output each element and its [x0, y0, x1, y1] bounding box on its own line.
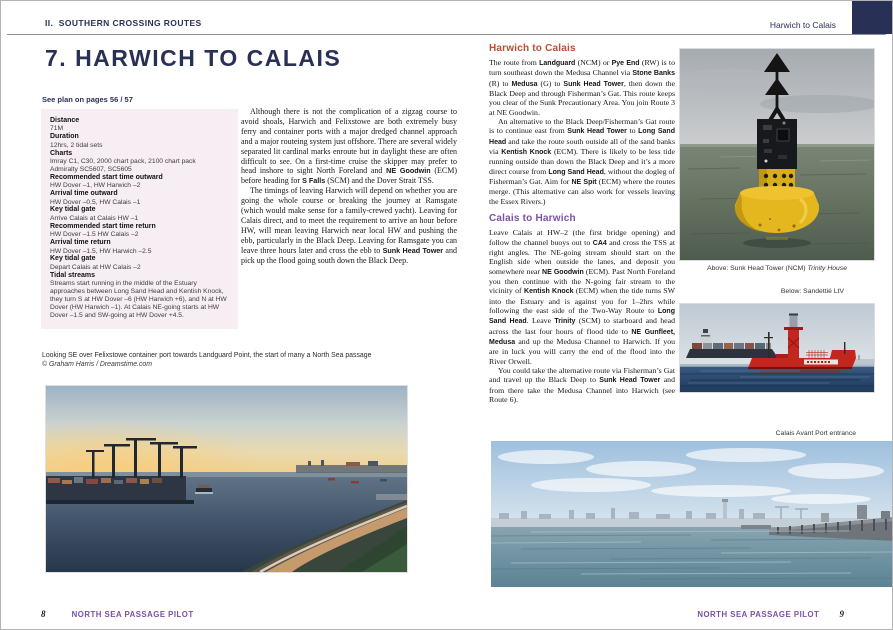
north-cardinal-buoy-illustration	[680, 49, 874, 260]
infobox-item	[50, 206, 229, 222]
paragraph: An alternative to the Black Deep/Fisherman’s Gat route is to continue east from Sunk Head Tower to Long Sand Head and take the route south outside all of the sand banks via Kentish Knock (ECM). There is likely to be less tide running outside than down the Black Deep and it’s a more direct course from Long Sand Head, without the dogleg of Fisherman’s Gat. Aim for NE Spit (ECM) where the routes merge. (This alternative can also work for vessels leaving the Essex Rivers.)	[489, 117, 676, 206]
felixstowe-photo	[45, 385, 408, 573]
infobox-value: Imray C1, C30, 2000 chart pack, 2100 chart pack	[50, 158, 196, 166]
infobox-value: HW Dover –1.5, HW Harwich –2.5	[50, 247, 152, 255]
infobox-label: Arrival time outward	[50, 190, 118, 198]
infobox-label: Recommended start time return	[50, 222, 156, 230]
infobox-label: Charts	[50, 149, 73, 157]
infobox-value: Arrive Calais at Calais HW –1	[50, 214, 139, 222]
running-header: Harwich to Calais	[769, 20, 836, 30]
chapter-title: 7. HARWICH TO CALAIS	[45, 45, 342, 71]
sandettie-ltv-photo	[679, 303, 875, 393]
infobox-item	[50, 272, 229, 320]
infobox-value: Streams start running in the middle of the Estuary approaches between Long Sand Head and Kentish Knock, they turn S at HW Dover –6 (HW Harwich +6), and N at HW Dover (HW Harwich –1). At Calais NE-going starts at HW Dover –1.5 and SW-going at HW Dover +4.5.	[50, 280, 227, 319]
header-rule	[7, 34, 886, 35]
route-infobox	[41, 109, 238, 329]
footer-left	[41, 609, 194, 619]
infobox-value: HW Dover –1, HW Harwich –2	[50, 182, 141, 190]
felixstowe-photo-caption	[42, 351, 371, 369]
chapter-thumb-tab	[852, 1, 892, 34]
infobox-item	[50, 133, 229, 149]
plan-note: See plan on pages 56 / 57	[42, 95, 133, 104]
infobox-value: Depart Calais at HW Calais –2	[50, 263, 141, 271]
paragraph: The timings of leaving Harwich will depend on whether you are going the whole course or breaking the journey at Ramsgate (which would make sense for a family-crewed yacht). Leaving for Calais direct, and to meet the requirement to arrive an hour before HW, will mean leaving Harwich near local HW and pushing the ebb, particularly in the Black Deep. Leaving for Ramsgate you can leave three hours later and cross the ebb to Sunk Head Tower and pick up the flood going south down the Black Deep.	[241, 186, 457, 265]
book-title: NORTH SEA PASSAGE PILOT	[697, 610, 820, 619]
infobox-item	[50, 239, 229, 255]
buoy-caption-text: Above: Sunk Head Tower (NCM)	[707, 265, 806, 272]
infobox-label: Distance	[50, 117, 80, 124]
infobox-label: Arrival time return	[50, 239, 111, 247]
calais-port-illustration	[491, 441, 893, 587]
infobox-value: 71M	[50, 125, 64, 133]
right-body-column	[489, 43, 675, 404]
infobox-label: Recommended start time outward	[50, 173, 163, 181]
left-body-column	[241, 107, 457, 266]
section-heading-outward: Harwich to Calais	[489, 43, 576, 54]
paragraph: You could take the alternative route via Fisherman’s Gat and travel up the Black Deep to Sunk Head Tower and from there take the Medusa Channel into Harwich (see Route 6).	[489, 365, 675, 404]
infobox-label: Duration	[50, 133, 79, 141]
infobox-item	[50, 190, 229, 206]
infobox-item	[50, 117, 229, 133]
felixstowe-illustration	[46, 386, 407, 572]
paragraph: The route from Landguard (NCM) or Pye End (RW) is to turn southeast down the Medusa Channel via Stone Banks (R) to Medusa (G) to Sunk Head Tower, then down the Black Deep and through Fisherman’s Gat. This route keeps you clear of the Sunk Precautionary Area. You join Route 3 at NE Goodwin.	[489, 58, 675, 117]
photo-caption-text: Looking SE over Felixstowe container port towards Landguard Point, the start of many a North Sea passage	[42, 352, 372, 359]
buoy-photo-caption	[601, 265, 847, 272]
page-number: 8	[41, 609, 46, 619]
infobox-value: Admiralty SC5607, SC5605	[50, 165, 132, 173]
infobox-value: 12hrs, 2 tidal sets	[50, 141, 103, 149]
infobox-value: HW Dover –0.5, HW Calais –1	[50, 198, 141, 206]
infobox-label: Tidal streams	[50, 271, 96, 279]
infobox-item	[50, 150, 229, 174]
section-header: II. SOUTHERN CROSSING ROUTES	[45, 18, 202, 28]
infobox-item	[50, 255, 229, 271]
infobox-label: Key tidal gate	[50, 206, 96, 214]
section-heading-return: Calais to Harwich	[489, 213, 576, 225]
infobox-value: HW Dover –1.5 HW Calais –2	[50, 231, 139, 239]
infobox-item	[50, 223, 229, 239]
lightvessel-illustration	[680, 304, 874, 392]
page-number: 9	[839, 609, 844, 619]
buoy-caption-credit: Trinity House	[807, 265, 847, 272]
paragraph: Although there is not the complication of a zigzag course to avoid shoals, Harwich and Felixstowe are both extremely busy ferry and container ports with a major dredged channel approach and a major routeing system just offshore. There are several widely separated lit cardinal marks enroute but in daylight these are often difficult to see. On a first-time cruise the skipper may prefer to head inshore to sight North Foreland and NE Goodwin (ECM) before heading for S Falls (SCM) and the Dover Strait TSS.	[241, 107, 457, 186]
calais-photo-caption: Calais Avant Port entrance	[775, 430, 856, 437]
book-title: NORTH SEA PASSAGE PILOT	[71, 610, 194, 619]
infobox-item	[50, 174, 229, 190]
paragraph: Leave Calais at HW–2 (the first bridge opening) and follow the channel buoys out to CA4 and cross the TSS at right angles. The NE-going stream should start on the English side when outside the lanes, and deposit you somewhere near NE Goodwin (ECM). Past North Foreland you then continue with the N-going fair stream to the vicinity of Kentish Knock (ECM) when the tide turns SW into the Estuary and is against you for 1–2hrs while following the east side of the Two-Way Route to Long Sand Head. Leave Trinity (SCM) to starboard and head across the last four hours of flood tide to NE Gunfleet, Medusa and up the Medusa Channel to Harwich. If you are in luck you will carry the end of the flood into the River Orwell.	[489, 228, 676, 366]
ltv-photo-caption: Below: Sandettié LtV	[780, 288, 844, 295]
infobox-label: Key tidal gate	[50, 255, 96, 263]
footer-right	[697, 609, 844, 619]
calais-port-photo	[491, 441, 893, 587]
sunk-head-tower-photo	[679, 48, 875, 261]
photo-credit: © Graham Harris / Dreamstime.com	[42, 361, 152, 368]
